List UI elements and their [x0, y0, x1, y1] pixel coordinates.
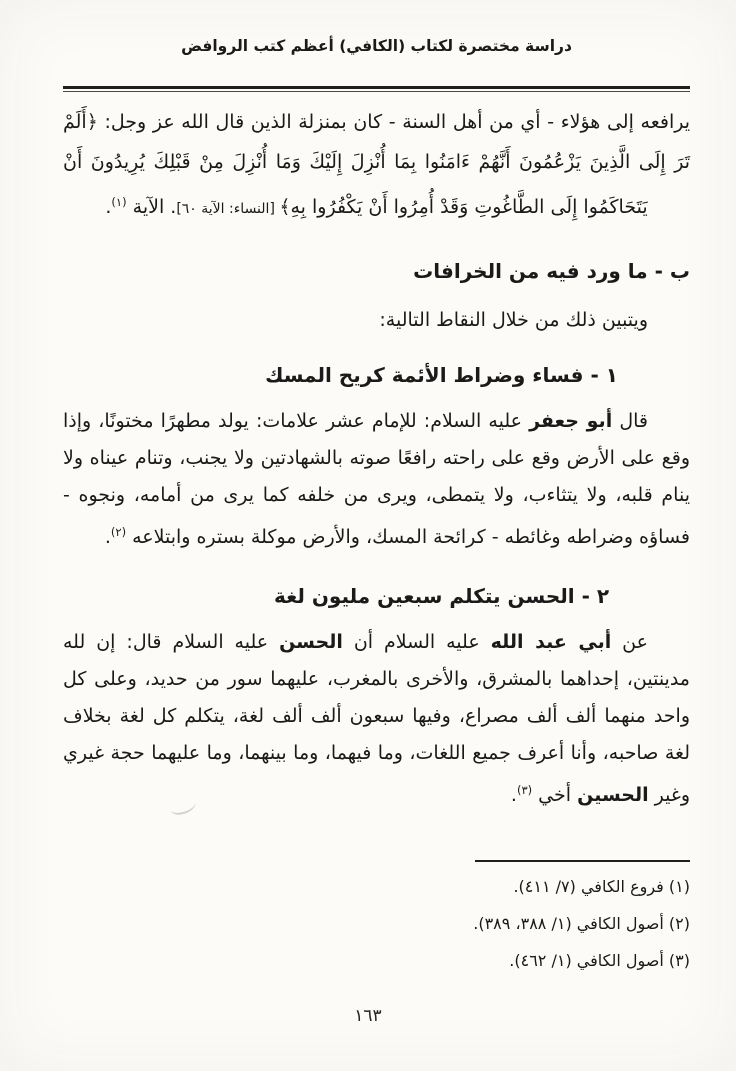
footnote-divider [475, 860, 690, 862]
running-header-title: دراسة مختصرة لكتاب (الكافي) أعظم كتب الروافض [181, 37, 572, 55]
section-b-lead: ويتبين ذلك من خلال النقاط التالية: [379, 309, 648, 331]
footnotes-block [63, 860, 690, 979]
verse-citation: [النساء: الآية ٦٠] [176, 201, 280, 217]
intro-text: . [105, 196, 112, 218]
narration-text: قال [612, 410, 648, 432]
narrator-name: الحسين [577, 784, 649, 806]
footnote-ref-1: (١) [111, 195, 127, 209]
point-1-heading: ١ - فساء وضراط الأئمة كريح المسك [265, 363, 618, 387]
narration-text: أخي [532, 784, 578, 806]
narrator-name: الحسن [279, 631, 343, 653]
footnote-2: (٢) أصول الكافي (١/ ٣٨٨، ٣٨٩). [473, 914, 690, 933]
narration-text: عليه السلام قال: إن لله مدينتين، إحداهما بالمشرق، والأخرى بالمغرب، عليهما سور من حديد، وعلى كل واحد منهما ألف ألف مصراع، وفيها سبعون ألف ألف لغة، يتكلم كل لغة بخلاف لغة صاحبه، وأنا أعرف جميع اللغات، وما فيهما، وما بينهما، وما عليهما حجة غيري وغير [63, 631, 690, 806]
quran-verse: ﴿أَلَمْ تَرَ إِلَى الَّذِينَ يَزْعُمُونَ أَنَّهُمْ ءَامَنُوا بِمَا أُنْزِلَ إِلَيْكَ وَمَا أُنْزِلَ مِنْ قَبْلِكَ يُرِيدُونَ أَنْ يَتَحَاكَمُوا إِلَى الطَّاغُوتِ وَقَدْ أُمِرُوا أَنْ يَكْفُرُوا بِهِ﴾ [63, 111, 690, 218]
narration-text: . [104, 526, 111, 548]
point-2-paragraph [63, 624, 690, 814]
footnote-ref-2: (٢) [110, 525, 127, 539]
point-2-heading: ٢ - الحسن يتكلم سبعين مليون لغة [273, 584, 610, 608]
intro-text: يرافعه إلى هؤلاء - أي من أهل السنة - كان بمنزلة الذين قال الله عز وجل: [97, 111, 690, 133]
footnote-ref-3: (٣) [516, 783, 533, 797]
intro-paragraph [63, 102, 690, 229]
narration-text: . [510, 784, 517, 806]
point-1-paragraph [63, 403, 690, 556]
narrator-name: أبي عبد الله [490, 631, 612, 653]
footnote-1: (١) فروع الكافي (٧/ ٤١١). [513, 877, 690, 896]
header-divider [63, 86, 690, 92]
narration-text: عليه السلام: للإمام عشر علامات: يولد مطهرًا مختونًا، وإذا وقع على الأرض وقع على راحته رافعًا صوته بالشهادتين ولا يجنب، وتنام عيناه ولا ينام قلبه، ولا يتثاءب، ولا يتمطى، ويرى من خلفه كما يرى من أمامه، ونجوه - فساؤه وضراطه وغائطه - كرائحة المسك، والأرض موكلة بستره وابتلاعه [63, 410, 690, 548]
section-b-heading: ب - ما ورد فيه من الخرافات [413, 259, 690, 283]
narrator-name: أبو جعفر [529, 410, 613, 432]
narration-text: عليه السلام أن [342, 631, 491, 653]
narration-text: عن [611, 631, 648, 653]
intro-text: . الآية [126, 196, 177, 218]
page-number: ١٦٣ [354, 1006, 382, 1026]
footnote-3: (٣) أصول الكافي (١/ ٤٦٢). [509, 951, 690, 970]
